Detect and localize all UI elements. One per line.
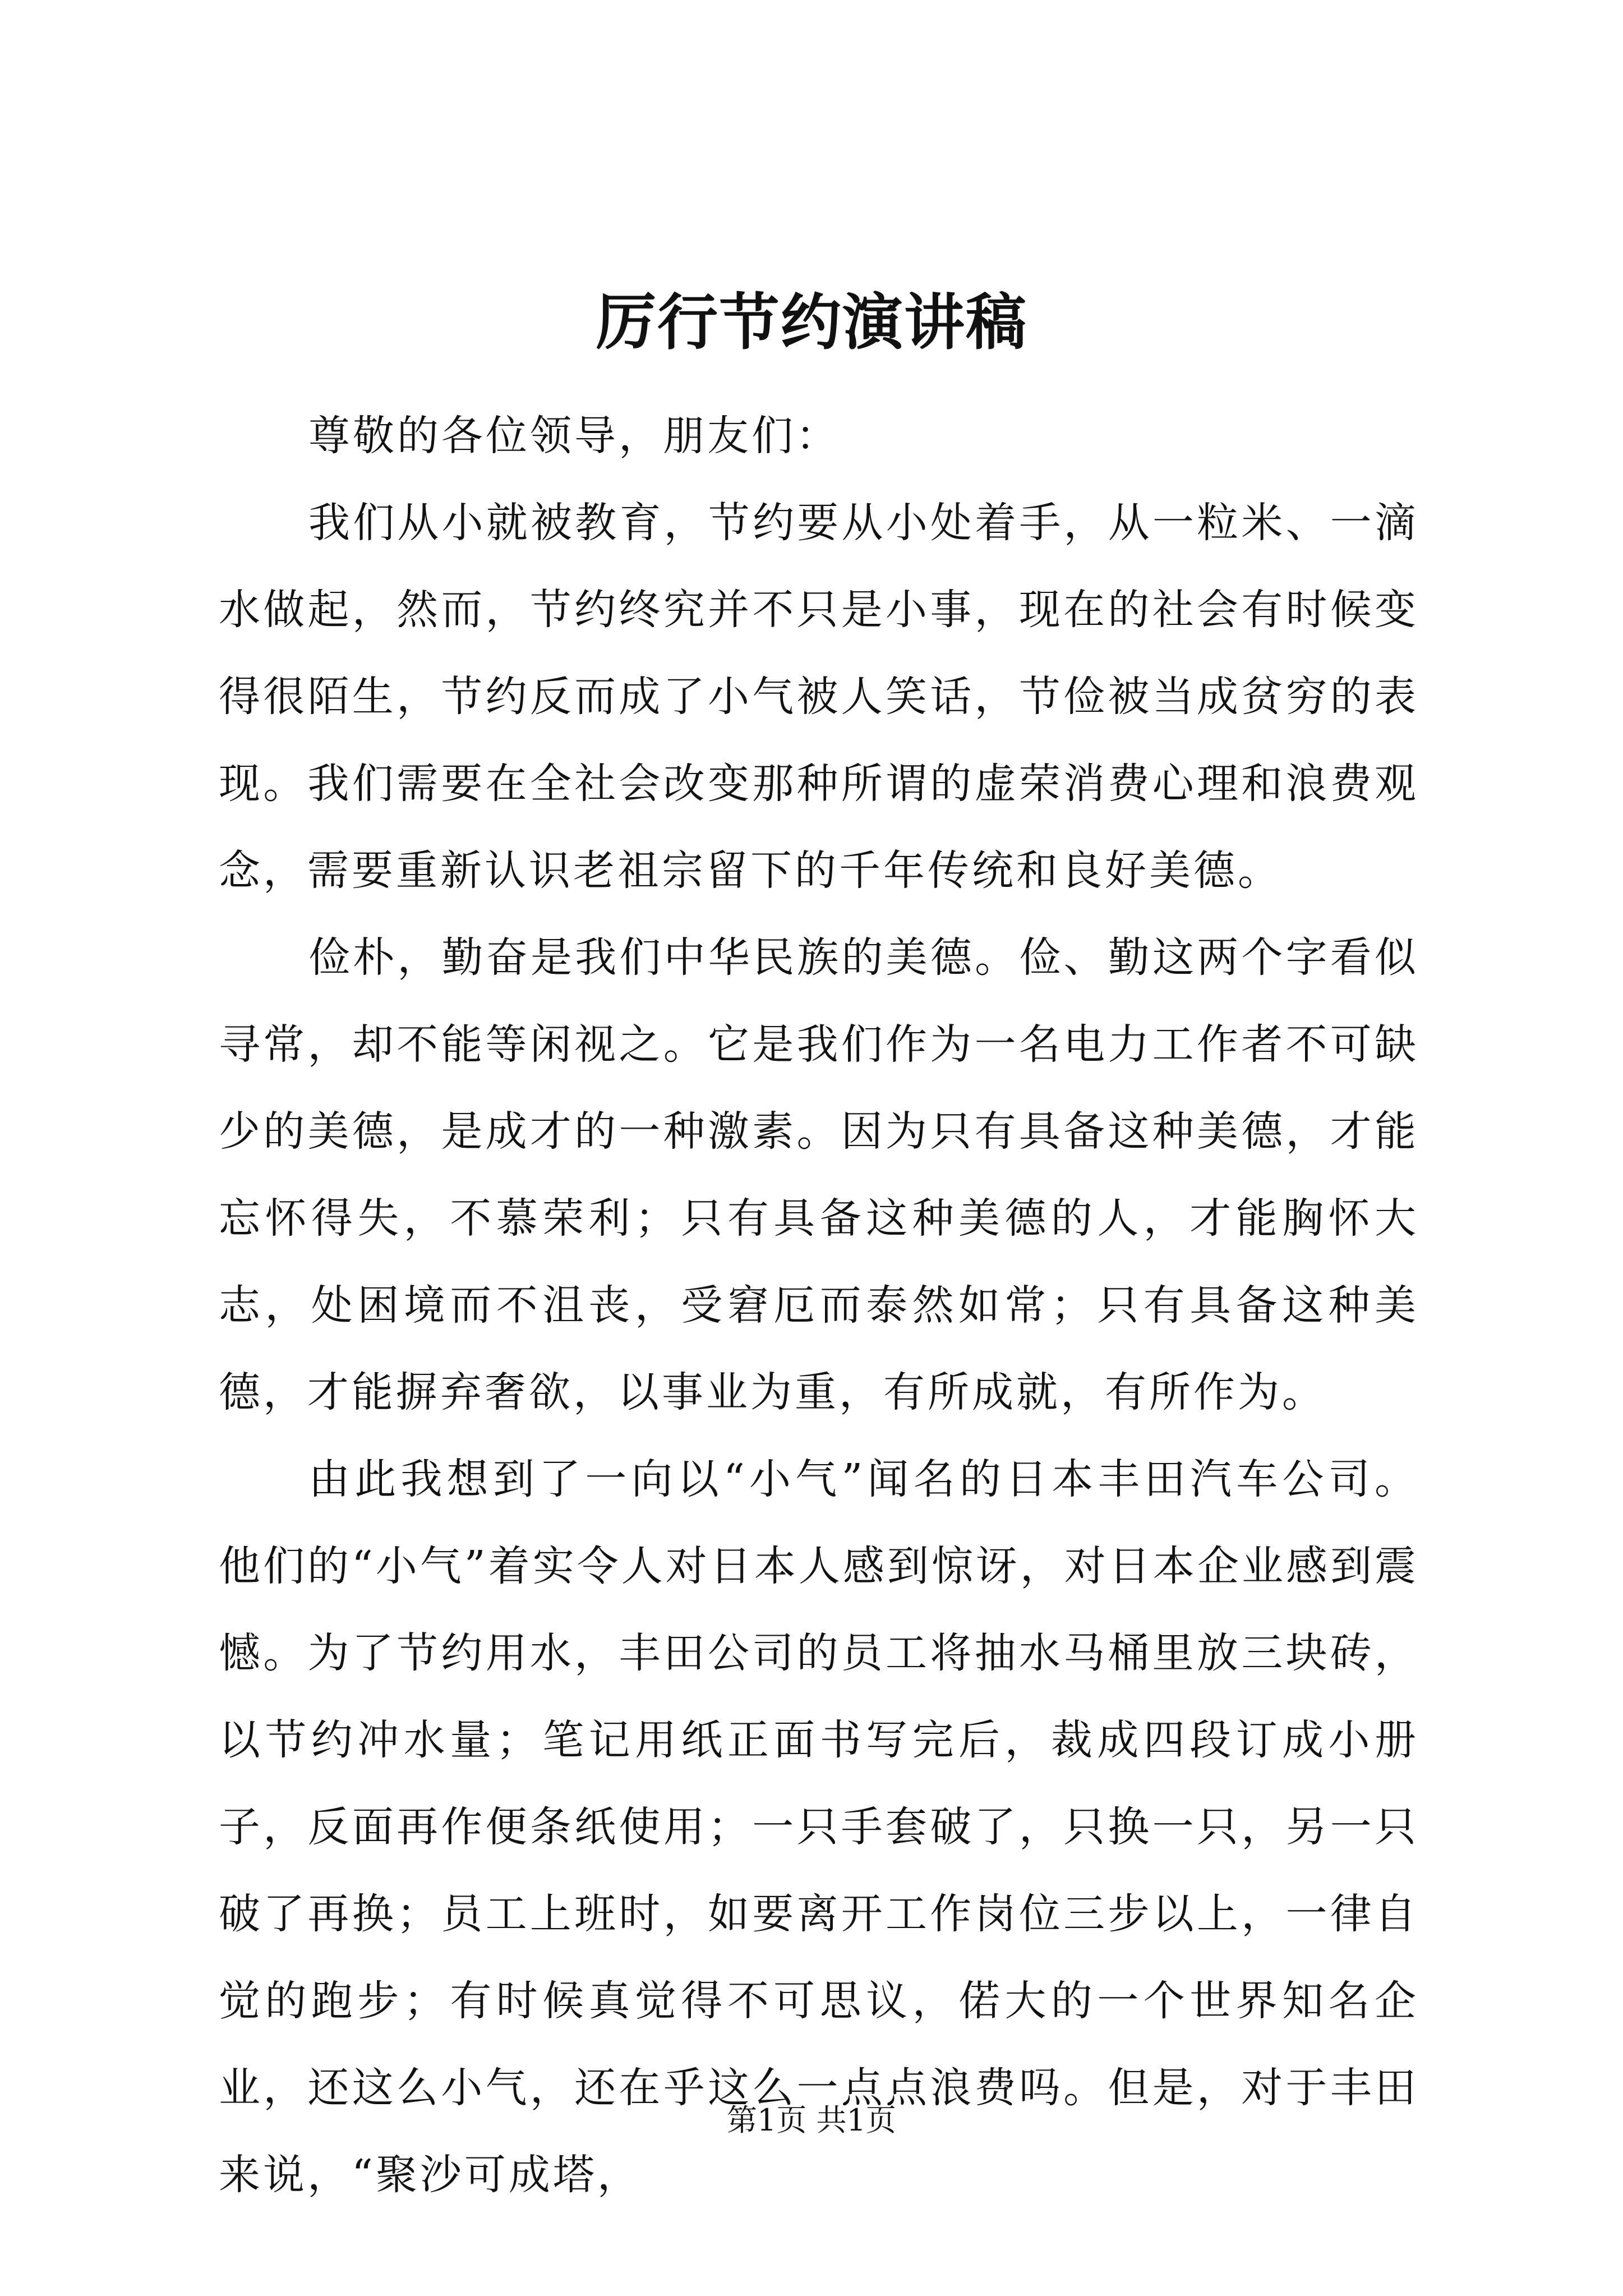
page-footer: 第1页 共1页 xyxy=(727,2102,896,2138)
body-paragraph: 由此我想到了一向以“小气”闻名的日本丰田汽车公司。他们的“小气”着实令人对日本人感到惊讶，对日本企业感到震憾。为了节约用水，丰田公司的员工将抽水马桶里放三块砖，以节约冲水量；笔记用纸正面书写完后，裁成四段订成小册子，反面再作便条纸使用；一只手套破了，只换一只，另一只破了再换；员工上班时，如要离开工作岗位三步以上，一律自觉的跑步；有时候真觉得不可思议，偌大的一个世界知名企业，还这么小气，还在乎这么一点点浪费吗。但是，对于丰田来说，“聚沙可成塔， xyxy=(219,1455,1419,2199)
body-paragraph: 我们从小就被教育，节约要从小处着手，从一粒米、一滴水做起，然而，节约终究并不只是小事，现在的社会有时候变得很陌生，节约反而成了小气被人笑话，节俭被当成贫穷的表现。我们需要在全社会改变那种所谓的虚荣消费心理和浪费观念，需要重新认识老祖宗留下的千年传统和良好美德。 xyxy=(219,499,1419,895)
salutation-paragraph: 尊敬的各位领导，朋友们： xyxy=(308,412,840,460)
document-body xyxy=(219,393,1419,2219)
document-title: 厉行节约演讲稿 xyxy=(595,287,1027,358)
body-paragraph: 俭朴，勤奋是我们中华民族的美德。俭、勤这两个字看似寻常，却不能等闲视之。它是我们作为一名电力工作者不可缺少的美德，是成才的一种激素。因为只有具备这种美德，才能忘怀得失，不慕荣利；只有具备这种美德的人，才能胸怀大志，处困境而不沮丧，受窘厄而泰然如常；只有具备这种美德，才能摒弃奢欲，以事业为重，有所成就，有所作为。 xyxy=(219,933,1419,1416)
